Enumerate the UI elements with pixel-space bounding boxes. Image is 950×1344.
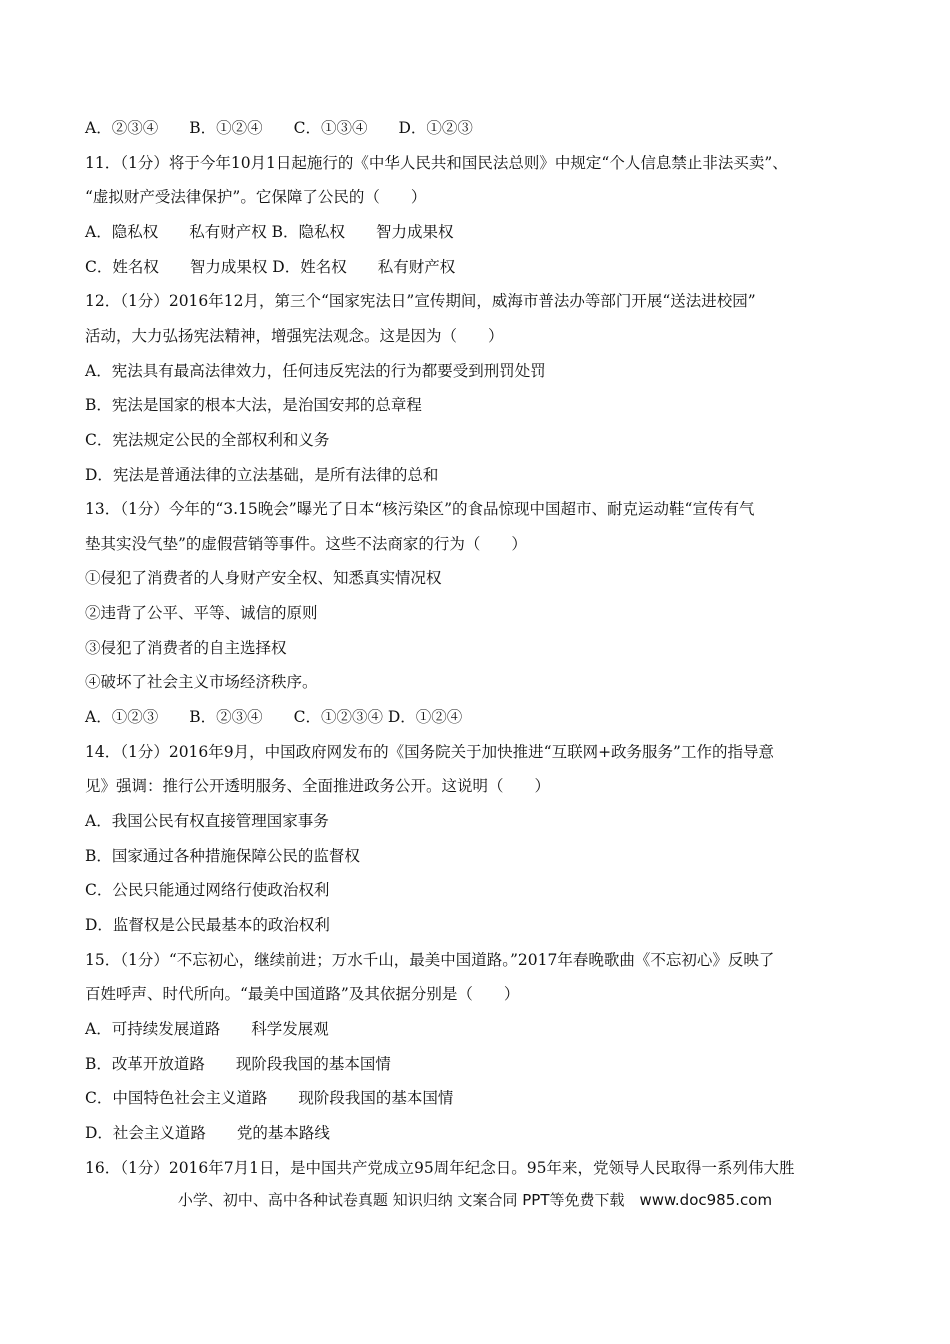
text-line: A．②③④ B．①②④ C．①③④ D．①②③ [85, 119, 473, 137]
text-line: B．改革开放道路 现阶段我国的基本国情 [85, 1054, 391, 1073]
text-line: A．我国公民有权直接管理国家事务 [85, 812, 329, 830]
text-line: 垫其实没气垫”的虚假营销等事件。这些不法商家的行为（ ） [85, 534, 527, 553]
text-line: ③侵犯了消费者的自主选择权 [85, 638, 287, 657]
text-line: 16．（1分）2016年7月1日，是中国共产党成立95周年纪念日。95年来，党领导人民取得一系列伟大胜 [85, 1158, 795, 1177]
text-line: A．隐私权 私有财产权 B．隐私权 智力成果权 [85, 222, 454, 241]
text-line: 15．（1分）“不忘初心，继续前进；万水千山，最美中国道路。”2017年春晚歌曲《不忘初心》反映了 [85, 950, 775, 969]
text-line: 11．（1分）将于今年10月1日起施行的《中华人民共和国民法总则》中规定“个人信息禁止非法买卖”、 [85, 153, 788, 172]
text-line: 14．（1分）2016年9月，中国政府网发布的《国务院关于加快推进“互联网+政务服务”工作的指导意 [85, 742, 774, 761]
text-line: D．监督权是公民最基本的政治权利 [85, 915, 330, 934]
text-line: 活动，大力弘扬宪法精神，增强宪法观念。这是因为（ ） [85, 326, 504, 345]
text-line: 13．（1分）今年的“3.15晚会”曝光了日本“核污染区”的食品惊现中国超市、耐克运动鞋“宣传有气 [85, 500, 755, 519]
text-line: D．社会主义道路 党的基本路线 [85, 1123, 330, 1142]
text-line: ①侵犯了消费者的人身财产安全权、知悉真实情况权 [85, 569, 442, 588]
text-line: C．姓名权 智力成果权 D．姓名权 私有财产权 [85, 257, 456, 276]
text-line: ②违背了公平、平等、诚信的原则 [85, 604, 318, 623]
text-line: B．国家通过各种措施保障公民的监督权 [85, 846, 360, 865]
text-line: C．中国特色社会主义道路 现阶段我国的基本国情 [85, 1089, 454, 1108]
text-line: C．公民只能通过网络行使政治权利 [85, 881, 330, 900]
text-line: D．宪法是普通法律的立法基础，是所有法律的总和 [85, 465, 439, 484]
text-line: A．可持续发展道路 科学发展观 [85, 1019, 329, 1038]
text-line: 百姓呼声、时代所向。“最美中国道路”及其依据分别是（ ） [85, 985, 520, 1004]
text-line: 12．（1分）2016年12月，第三个“国家宪法日”宣传期间，威海市普法办等部门开展“送法进校园” [85, 292, 756, 311]
text-line: “虚拟财产受法律保护”。它保障了公民的（ ） [85, 188, 427, 207]
text-line: B．宪法是国家的根本大法，是治国安邦的总章程 [85, 396, 422, 415]
text-line: ④破坏了社会主义市场经济秩序。 [85, 673, 318, 692]
text-line: 见》强调：推行公开透明服务、全面推进政务公开。这说明（ ） [85, 777, 551, 796]
text-line: C．宪法规定公民的全部权利和义务 [85, 430, 330, 449]
text-line: A．①②③ B．②③④ C．①②③④ D．①②④ [85, 708, 463, 727]
text-line: A．宪法具有最高法律效力，任何违反宪法的行为都要受到刑罚处罚 [85, 361, 546, 380]
page-footer: 小学、初中、高中各种试卷真题 知识归纳 文案合同 PPT等免费下载 www.doc985.com [177, 1191, 773, 1209]
